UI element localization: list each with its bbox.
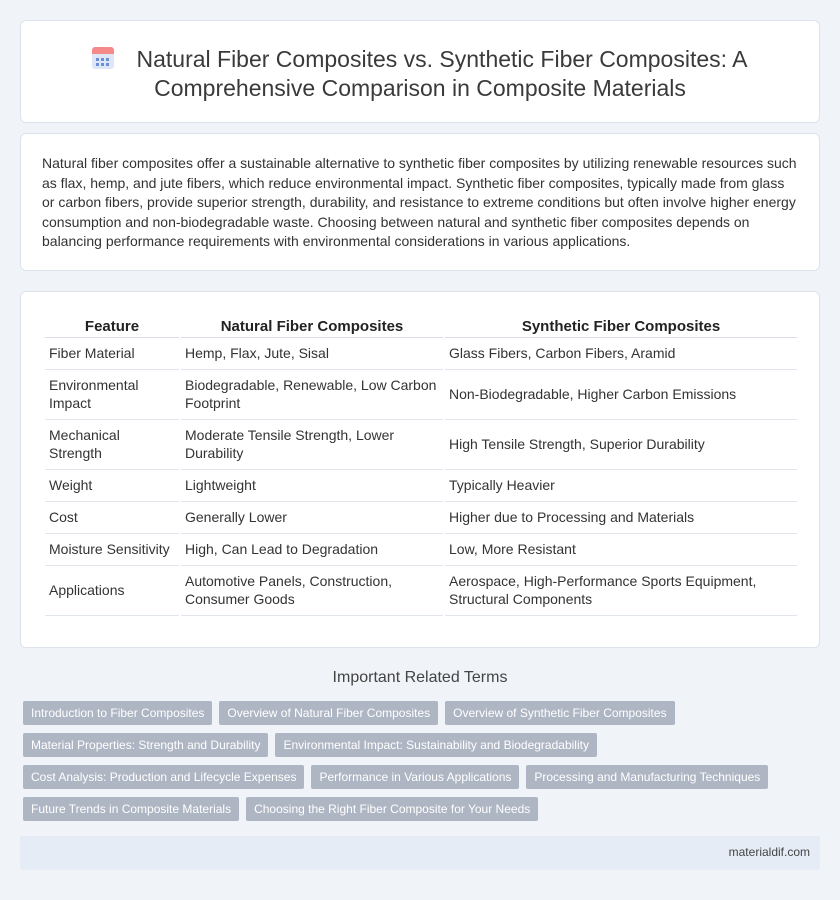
- natural-cell: Biodegradable, Renewable, Low Carbon Footprint: [181, 370, 443, 420]
- feature-cell: Cost: [45, 502, 179, 534]
- intro-card: [20, 133, 820, 271]
- related-term-tag[interactable]: Overview of Synthetic Fiber Composites: [445, 701, 674, 725]
- table-row: [45, 470, 797, 502]
- natural-cell: Moderate Tensile Strength, Lower Durability: [181, 420, 443, 470]
- synthetic-cell: Higher due to Processing and Materials: [445, 502, 797, 534]
- header-synthetic: Synthetic Fiber Composites: [445, 316, 797, 338]
- synthetic-cell: Typically Heavier: [445, 470, 797, 502]
- footer-bar: [20, 836, 820, 870]
- table-row: [45, 420, 797, 470]
- feature-cell: Applications: [45, 566, 179, 616]
- natural-cell: Automotive Panels, Construction, Consumer Goods: [181, 566, 443, 616]
- table-row: [45, 338, 797, 370]
- related-term-tag[interactable]: Processing and Manufacturing Techniques: [526, 765, 768, 789]
- page-title-wrap: [21, 45, 819, 103]
- related-term-tag[interactable]: Future Trends in Composite Materials: [23, 797, 239, 821]
- related-term-tag[interactable]: Environmental Impact: Sustainability and Biodegradability: [275, 733, 597, 757]
- table-header-row: [45, 316, 797, 338]
- feature-cell: Fiber Material: [45, 338, 179, 370]
- table-row: [45, 534, 797, 566]
- synthetic-cell: High Tensile Strength, Superior Durability: [445, 420, 797, 470]
- related-term-tag[interactable]: Cost Analysis: Production and Lifecycle Expenses: [23, 765, 304, 789]
- related-terms-title: Important Related Terms: [332, 669, 508, 686]
- natural-cell: Lightweight: [181, 470, 443, 502]
- footer-site-link[interactable]: materialdif.com: [728, 845, 810, 859]
- table-row: [45, 502, 797, 534]
- table-row: [45, 370, 797, 420]
- natural-cell: Hemp, Flax, Jute, Sisal: [181, 338, 443, 370]
- synthetic-cell: Glass Fibers, Carbon Fibers, Aramid: [445, 338, 797, 370]
- comparison-card: [20, 291, 820, 648]
- calendar-icon: [92, 47, 114, 69]
- comparison-table: [43, 316, 799, 616]
- feature-cell: Environmental Impact: [45, 370, 179, 420]
- page-title: Natural Fiber Composites vs. Synthetic Fiber Composites: A Comprehensive Comparison in Composite Materials: [136, 46, 748, 101]
- title-card: [20, 20, 820, 123]
- synthetic-cell: Low, More Resistant: [445, 534, 797, 566]
- synthetic-cell: Aerospace, High-Performance Sports Equipment, Structural Components: [445, 566, 797, 616]
- related-term-tag[interactable]: Material Properties: Strength and Durability: [23, 733, 268, 757]
- related-term-tag[interactable]: Performance in Various Applications: [311, 765, 519, 789]
- intro-paragraph: Natural fiber composites offer a sustainable alternative to synthetic fiber composites by utilizing renewable resources such as flax, hemp, and jute fibers, which reduce environmental impact. Synthetic fiber composites, typically made from glass or carbon fibers, provide superior strength, durability, and resistance to extreme conditions but often involve higher energy consumption and non-biodegradable waste. Choosing between natural and synthetic fiber composites depends on balancing performance requirements with environmental considerations in various applications.: [42, 155, 797, 250]
- natural-cell: High, Can Lead to Degradation: [181, 534, 443, 566]
- feature-cell: Moisture Sensitivity: [45, 534, 179, 566]
- related-term-tag[interactable]: Introduction to Fiber Composites: [23, 701, 212, 725]
- header-feature: Feature: [45, 316, 179, 338]
- synthetic-cell: Non-Biodegradable, Higher Carbon Emissions: [445, 370, 797, 420]
- header-natural: Natural Fiber Composites: [181, 316, 443, 338]
- related-term-tag[interactable]: Choosing the Right Fiber Composite for Your Needs: [246, 797, 538, 821]
- table-row: [45, 566, 797, 616]
- related-terms-list: [23, 701, 823, 829]
- related-term-tag[interactable]: Overview of Natural Fiber Composites: [219, 701, 438, 725]
- feature-cell: Weight: [45, 470, 179, 502]
- natural-cell: Generally Lower: [181, 502, 443, 534]
- feature-cell: Mechanical Strength: [45, 420, 179, 470]
